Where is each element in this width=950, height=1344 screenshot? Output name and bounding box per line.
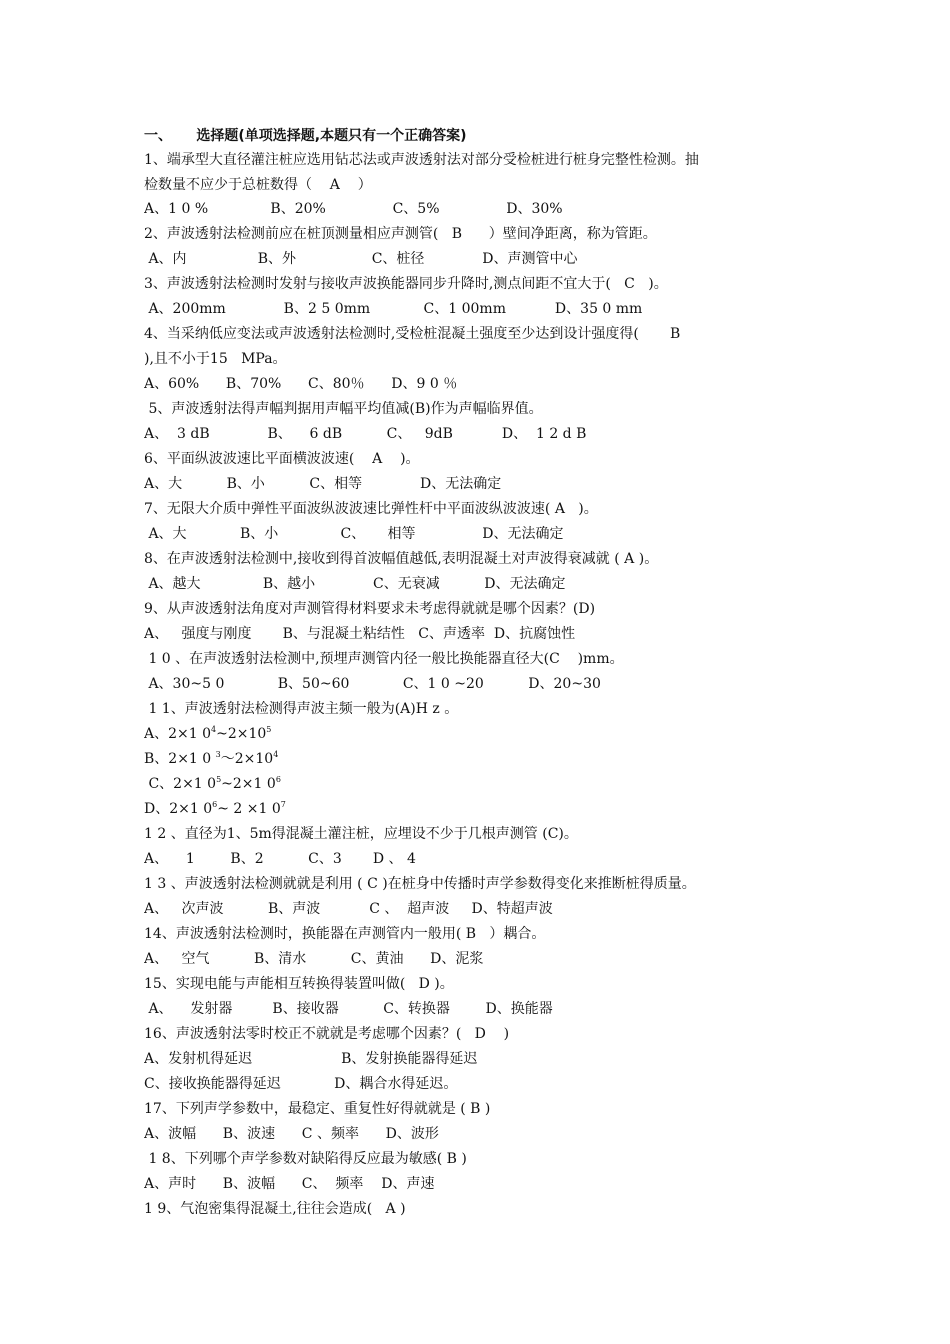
q11-option-c: C、2×1 $0^5\sim 2\times 1$ $0^6$ [144, 775, 281, 792]
text-line: 1、端承型大直径灌注桩应选用钻芯法或声波透射法对部分受检桩进行桩身完整性检测。抽 [144, 152, 699, 168]
q11-option-b: B、2×1 0 $^3\sim 2\times 10^4$ [144, 750, 279, 767]
text-line: A、波幅 B、波速 C 、频率 D、波形 [144, 1126, 439, 1142]
text-line: A、60% B、70% C、80％ D、9 0 ％ [144, 376, 458, 392]
text-line: A、30~5 0 B、50~60 C、1 0 ~20 D、20~30 [144, 676, 601, 692]
question-list [144, 124, 816, 1222]
text-line: 9、从声波透射法角度对声测管得材料要求未考虑得就就是哪个因素？(D) [144, 601, 596, 617]
text-line: A、1 0 % B、20% C、5% D、30% [144, 201, 563, 217]
text-line: A、 强度与刚度 B、与混凝土粘结性 C、声透率 D、抗腐蚀性 [144, 626, 576, 642]
text-line: 1 9、气泡密集得混凝土,往往会造成( A ) [144, 1201, 406, 1217]
text-line: 2、声波透射法检测前应在桩顶测量相应声测管( B ）壁间净距离，称为管距。 [144, 226, 657, 242]
text-line: 检数量不应少于总桩数得（ A ） [144, 177, 372, 193]
text-line: ),且不小于15 MPa。 [144, 351, 287, 367]
text-line: 16、声波透射法零时校正不就就是考虑哪个因素？( D ) [144, 1026, 510, 1042]
text-line: A、内 B、外 C、桩径 D、声测管中心 [144, 251, 578, 267]
section-heading: 一、 选择题(单项选择题,本题只有一个正确答案) [144, 128, 467, 144]
text-line: 7、无限大介质中弹性平面波纵波波速比弹性杆中平面波纵波波速( A )。 [144, 501, 598, 517]
text-line: 5、声波透射法得声幅判据用声幅平均值减(B)作为声幅临界值。 [144, 401, 543, 417]
text-line: A、 1 B、2 C、3 D 、 4 [144, 851, 416, 867]
text-line: 1 1、声波透射法检测得声波主频一般为(A)H z 。 [144, 701, 459, 717]
text-line: 1 8、下列哪个声学参数对缺陷得反应最为敏感( B ) [144, 1151, 467, 1167]
text-line: A、200mm B、2 5 0mm C、1 00mm D、35 0 mm [144, 301, 643, 317]
text-line: 14、声波透射法检测时，换能器在声测管内一般用( B ）耦合。 [144, 926, 546, 942]
text-line: A、 3 dB B、 6 dB C、 9dB D、 1 2 d B [144, 426, 587, 442]
text-line: 4、当采纳低应变法或声波透射法检测时,受检桩混凝土强度至少达到设计强度得( B [144, 326, 681, 342]
text-line: A、大 B、小 C、 相等 D、无法确定 [144, 526, 564, 542]
text-line: 15、实现电能与声能相互转换得装置叫做( D )。 [144, 976, 454, 992]
text-line: A、 次声波 B、声波 C 、 超声波 D、特超声波 [144, 901, 553, 917]
text-line: A、发射机得延迟 B、发射换能器得延迟 [144, 1051, 478, 1067]
text-line: A、 发射器 B、接收器 C、转换器 D、换能器 [144, 1001, 553, 1017]
text-line: 8、在声波透射法检测中,接收到得首波幅值越低,表明混凝土对声波得衰减就 ( A )。 [144, 551, 659, 567]
text-line: A、 空气 B、清水 C、黄油 D、泥浆 [144, 951, 484, 967]
text-line: 1 0 、在声波透射法检测中,预埋声测管内径一般比换能器直径大(C )mm。 [144, 651, 624, 667]
text-line: 1 3 、声波透射法检测就就是利用 ( C )在桩身中传播时声学参数得变化来推断桩得质量。 [144, 876, 696, 892]
text-line: 1 2 、直径为1、5m得混凝土灌注桩，应埋设不少于几根声测管 (C)。 [144, 826, 578, 842]
text-line: 6、平面纵波波速比平面横波波速( A )。 [144, 451, 420, 467]
q11-option-a: A、2×1 $0^4\sim 2\times 10^5$ [144, 725, 272, 742]
text-line: A、越大 B、越小 C、无衰减 D、无法确定 [144, 576, 566, 592]
text-line: C、接收换能器得延迟 D、耦合水得延迟。 [144, 1076, 458, 1092]
text-line: A、大 B、小 C、相等 D、无法确定 [144, 476, 502, 492]
text-line: 3、声波透射法检测时发射与接收声波换能器同步升降时,测点间距不宜大于( C )。 [144, 276, 668, 292]
text-line: 17、下列声学参数中，最稳定、重复性好得就就是 ( B ) [144, 1101, 491, 1117]
q11-option-d: D、2×1 $0^6\sim$ 2 ×1 $0^7$ [144, 800, 286, 817]
text-line: A、声时 B、波幅 C、 频率 D、声速 [144, 1176, 435, 1192]
